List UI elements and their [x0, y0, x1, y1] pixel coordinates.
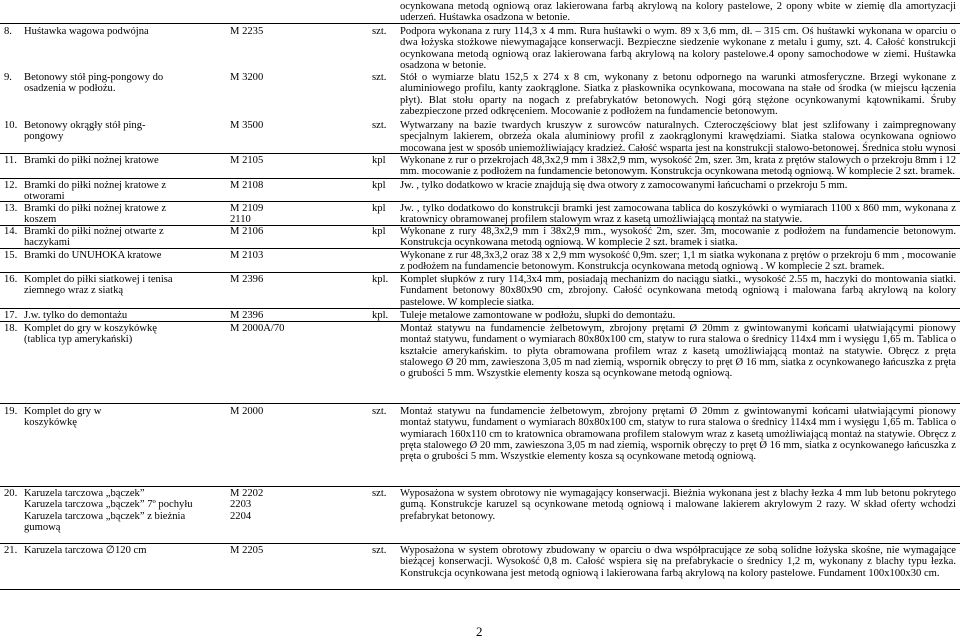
row-number: 8. [4, 26, 12, 37]
page-number: 2 [476, 624, 483, 639]
row-description: Podpora wykonana z rury 114,3 x 4 mm. Rura huśtawki o wym. 89 x 3,6 mm, dł. – 315 cm. Oś huśtawki wykonana w oparciu o dwa łożyska stożkowe niewymagające konserwacji. Bezpieczne siedzenie wykonane z metalu i gumy, szt. 4. Całość konstrukcji ocynkowana metodą ogniową oraz lakierowana farbą akrylową na kolory pastelowe.4 opony samochodowe w ziemi. Huśtawka osadzona w betonie. [400, 26, 956, 70]
row-name: Bramki do piłki nożnej kratowe z otworami [24, 180, 167, 203]
table-row [0, 310, 960, 321]
row-name: Bramki do UNUHOKA kratowe [24, 250, 162, 261]
row-number: 11. [4, 155, 17, 166]
row-description: Wykonane z rur o przekrojach 48,3x2,9 mm i 38x2,9 mm, wysokość 2m, szer. 3m, krata z prętów stalowych o przekroju 8mm i 12 mm. mocowanie z podłożem na fundamencie betonowym. Konstrukcja ocynkowana metodą ogniową. W komplecie 2 szt. bramek. [400, 155, 956, 177]
row-unit: kpl [372, 203, 386, 214]
row-code: M 2000A/70 [230, 323, 285, 334]
row-name: Bramki do piłki nożnej otwarte z haczykami [24, 226, 164, 249]
row-unit: szt. [372, 488, 387, 499]
row-code: M 2103 [230, 250, 264, 261]
table-row [0, 545, 960, 589]
table-row [0, 488, 960, 544]
row-description: ocynkowana metodą ogniową oraz lakierowana farbą akrylową na kolory pastelowe, 2 opony wbite w ziemię dla amortyzacji uderzeń. Huśtawka osadzona w betonie. [400, 1, 956, 24]
row-description: Wyposażona w system obrotowy zbudowany w oparciu o dwa współpracujące ze sobą solidne łożyska skośne, nie wymagające bieżącej konserwacji. Wysokość 0,8 m. Całość wspiera się na prefabrykacie o średnicy 1,2 m, wykonany z blachy typu łezka. Konstrukcja ocynkowana jest metodą ogniową i lakierowana farbą akrylową na kolory pastelowe. Fundament 100x100x30 cm. [400, 545, 956, 579]
row-divider [0, 201, 960, 202]
row-code: M 2000 [230, 406, 264, 417]
row-name: Komplet do piłki siatkowej i tenisa ziemnego wraz z siatką [24, 274, 173, 297]
row-unit: kpl. [372, 274, 389, 285]
row-unit: szt. [372, 26, 387, 37]
row-divider [0, 178, 960, 179]
table-row [0, 1, 960, 23]
row-number: 9. [4, 72, 12, 83]
row-number: 18. [4, 323, 18, 334]
row-description: Montaż statywu na fundamencie żelbetowym, zbrojony prętami Ø 20mm z gwintowanymi końcami ułatwiającymi pionowy montaż statywu, fundament o wymiarach 80x80x100 cm, statyw to rura stalowa o średnicy 114x4 mm i wysięgu 1,65 m. Tablica o wymiarach 160x110 cm to kratownica obramowana profilem stalowym wraz z kasetą umożliwiającą montaż na statywie. Obręcz z pręta stalowego Ø 20 mm, zawieszona 3,05 m nad ziemią, wspornik obręczy to pręt Ø 16 mm, siatka z ocynkowanego łańcuszka z pręta o grubości 5 mm. Wszystkie elementy kosza są ocynkowane metodą ogniową. [400, 406, 956, 463]
row-description: Wykonane z rury 48,3x2,9 mm i 38x2,9 mm., wysokość 2m, szer. 3m, mocowanie z podłożem na fundamencie betonowym. Konstrukcja ocynkowana metodą ogniową. W komplecie 2 szt. bramek i siatka. [400, 226, 956, 248]
row-unit: szt. [372, 120, 387, 131]
table-row [0, 274, 960, 308]
row-unit: kpl [372, 155, 386, 166]
row-divider [0, 248, 960, 249]
row-description: Jw. , tylko dodatkowo do konstrukcji bramki jest zamocowana tablica do koszykówki o wymiarach 1100 x 860 mm, wykonana z kratownicy obramowanej profilem stalowym wraz z kasetą umożliwiającą montaż na statywie. [400, 203, 956, 225]
row-code: M 2106 [230, 226, 264, 237]
table-row [0, 155, 960, 177]
row-divider [0, 589, 960, 590]
row-divider [0, 486, 960, 487]
row-divider [0, 272, 960, 273]
row-number: 12. [4, 180, 18, 191]
table-row [0, 120, 960, 153]
table-row [0, 323, 960, 403]
row-description: Wytwarzany na bazie twardych kruszyw z surowców naturalnych. Czteroczęściowy blat jest szlifowany i zaimpregnowany specjalnym lakierem, obrzeża okala aluminiowy profil z zaokrąglonymi krawędziami. Siatka stalowa ocynkowana ogniowo mocowana jest w sposób uniemożliwiający kradzież. Całość wsparta jest na konstrukcji stalowo-betonowej. Średnica stołu wynosi [400, 120, 956, 153]
table-row [0, 250, 960, 272]
row-divider [0, 543, 960, 544]
row-code: M 2396 [230, 274, 264, 285]
row-number: 17. [4, 310, 18, 321]
row-unit: kpl. [372, 310, 389, 321]
row-divider [0, 308, 960, 309]
row-name: Betonowy okrągły stół ping-pongowy [24, 120, 146, 143]
row-name: Huśtawka wagowa podwójna [24, 26, 149, 37]
row-unit: szt. [372, 545, 387, 556]
row-code: M 3200 [230, 72, 264, 83]
row-description: Montaż statywu na fundamencie żelbetowym, zbrojony prętami Ø 20mm z gwintowanymi końcami ułatwiającymi pionowy montaż statywu, fundament o wymiarach 80x80x100 cm, statyw to rura stalowa o średnicy 114x4 mm i wysięgu 1,65 m. Tablica o kształcie amerykańskim. to płyta obramowana profilem wraz z kasetą umożliwiającą montaż na statywie. Obręcz z pręta stalowego Ø 20 mm, zawieszona 3,05 m nad ziemią, wspornik obręczy to pręt Ø 16 mm, siatka z ocynkowanego łańcuszka z pręta o grubości 5 mm. Wszystkie elementy kosza są ocynkowane metodą ogniową. [400, 323, 956, 380]
row-code: M 2235 [230, 26, 264, 37]
row-name: Bramki do piłki nożnej kratowe z koszem [24, 203, 167, 226]
row-unit: szt. [372, 72, 387, 83]
table-row [0, 226, 960, 248]
row-name: Karuzela tarczowa ∅120 cm [24, 545, 147, 556]
row-code: M 2105 [230, 155, 264, 166]
row-number: 16. [4, 274, 18, 285]
row-number: 15. [4, 250, 18, 261]
table-row [0, 203, 960, 225]
row-unit: kpl [372, 226, 386, 237]
row-divider [0, 23, 960, 24]
row-description: Wyposażona w system obrotowy nie wymagający konserwacji. Bieżnia wykonana jest z blachy łezka 4 mm lub betonu pokrytego gumą. Konstrukcje karuzel są ocynkowane metodą ogniową i malowane lakierem akrylowym 2 razy. W skład oferty wchodzi prefabrykat betonowy. [400, 488, 956, 522]
row-description: Tuleje metalowe zamontowane w podłożu, słupki do demontażu. [400, 310, 676, 321]
row-number: 10. [4, 120, 18, 131]
row-number: 19. [4, 406, 18, 417]
row-divider [0, 403, 960, 404]
row-code: M 2109 2110 [230, 203, 264, 226]
table-row [0, 72, 960, 118]
row-name: J.w. tylko do demontażu [24, 310, 128, 321]
row-code: M 2108 [230, 180, 264, 191]
row-number: 14. [4, 226, 18, 237]
row-name: Bramki do piłki nożnej kratowe [24, 155, 159, 166]
row-number: 20. [4, 488, 18, 499]
row-name: Komplet do gry w koszykówkę [24, 406, 102, 429]
row-number: 21. [4, 545, 18, 556]
row-description: Wykonane z rur 48,3x3,2 oraz 38 x 2,9 mm wysokość 0,9m. szer; 1,1 m siatka wykonana z prętów o przekroju 6 mm , mocowanie z podłożem na fundamencie betonowym. Konstrukcja ocynkowana metodą ogniową . W komplecie 2 szt. bramek. [400, 250, 956, 272]
row-unit: kpl [372, 180, 386, 191]
row-number: 13. [4, 203, 18, 214]
table-row [0, 26, 960, 70]
row-code: M 2202 2203 2204 [230, 488, 264, 522]
row-code: M 2205 [230, 545, 264, 556]
row-description: Komplet słupków z rury 114,3x4 mm, posiadają mechanizm do naciągu siatki., wysokość 2.55 m, haczyki do montowania siatki. Fundament betonowy 80x80x90 cm, zbrojony. Całość ocynkowana metodą ogniową i malowana farbą akrylową na kolory pastelowe. W komplecie siatka. [400, 274, 956, 308]
row-divider [0, 153, 960, 154]
table-row [0, 180, 960, 202]
row-code: M 2396 [230, 310, 264, 321]
row-name: Betonowy stół ping-pongowy do osadzenia w podłożu. [24, 72, 164, 95]
row-description: Stół o wymiarze blatu 152,5 x 274 x 8 cm, wykonany z betonu odpornego na warunki atmosferyczne. Brzegi wykonane z aluminiowego profilu, kanty zaokrąglone. Siatka z płaskownika ocynkowana, mocowana na stałe od środka (w miejscu łączenia płyt). Blat stołu oparty na nogach z prefabrykatów betonowych. Nogi górą stężone ocynkowanymi kątownikami. Śruby zabezpieczone przed odkręceniem. Mocowanie z podłożem na fundamencie betonowym. [400, 72, 956, 117]
table-row [0, 406, 960, 486]
row-divider [0, 321, 960, 322]
row-unit: szt. [372, 406, 387, 417]
row-name: Komplet do gry w koszykówkę (tablica typ amerykański) [24, 323, 157, 346]
row-description: Jw. , tylko dodatkowo w kracie znajdują się dwa otwory z zamocowanymi łańcuchami o przekroju 5 mm. [400, 180, 848, 191]
row-code: M 3500 [230, 120, 264, 131]
row-name: Karuzela tarczowa „bączek” Karuzela tarczowa „bączek” 7º pochyłu Karuzela tarczowa „bączek” z bieżnia gumową [24, 488, 193, 533]
